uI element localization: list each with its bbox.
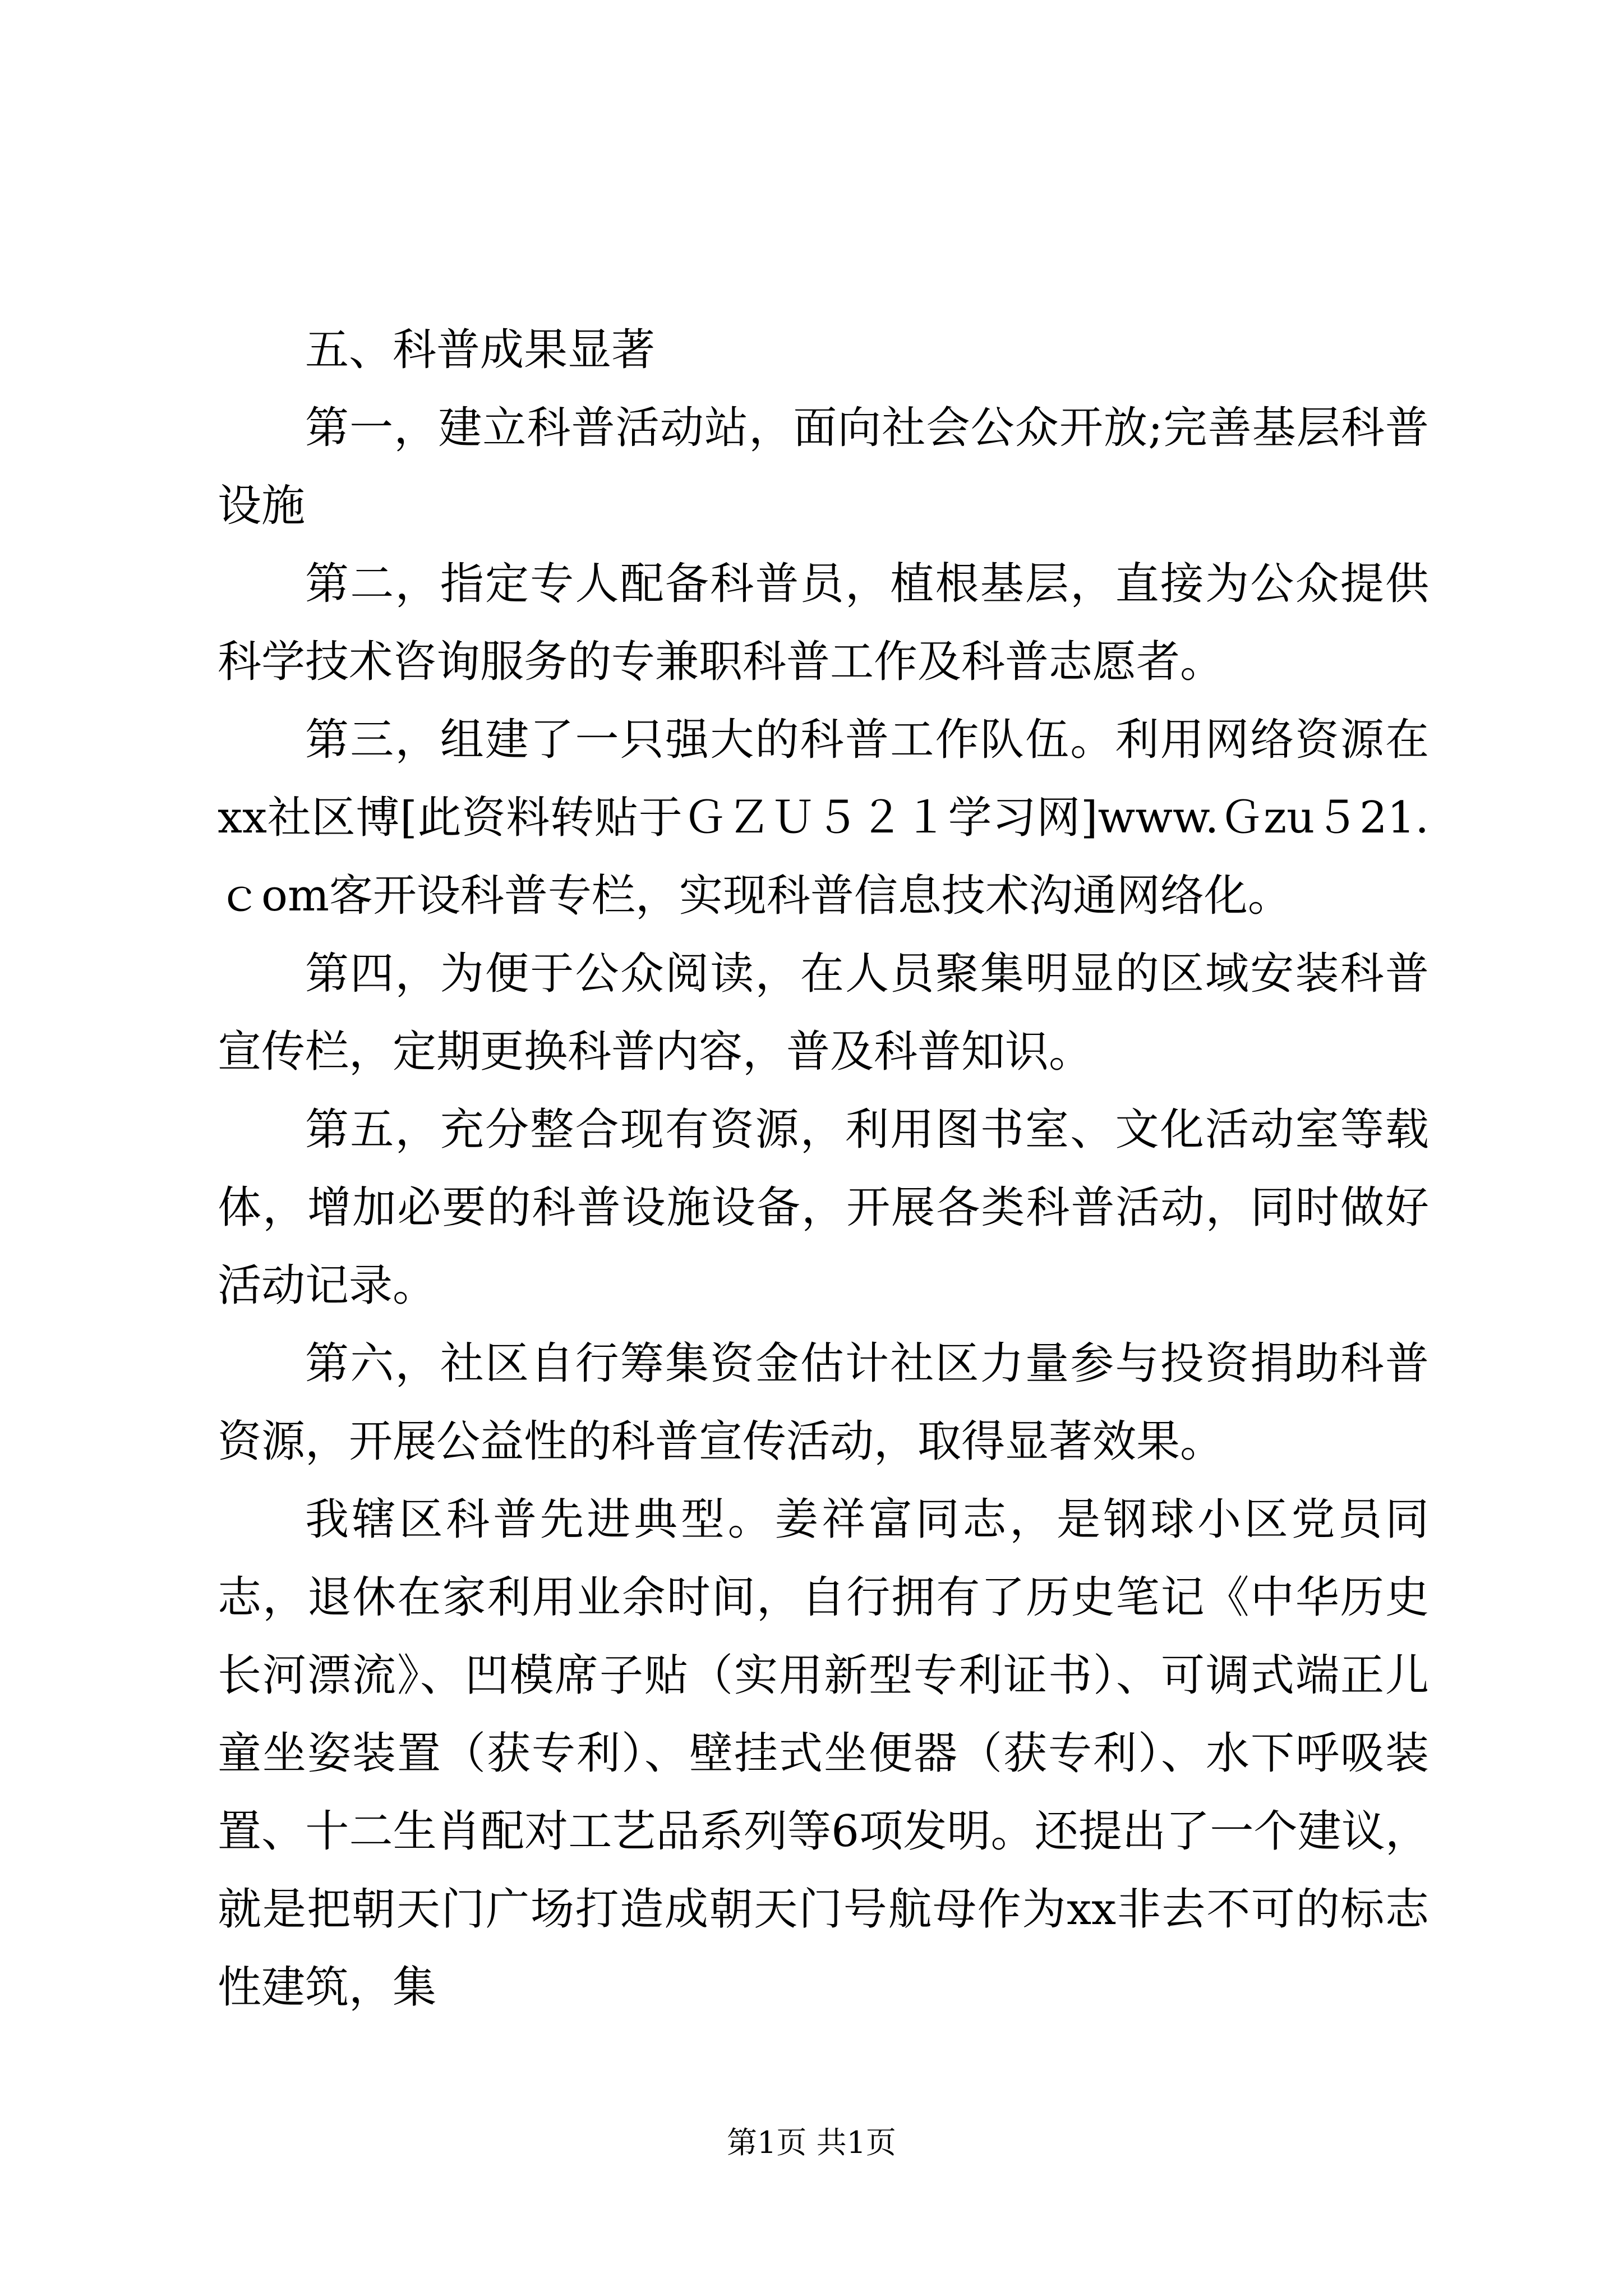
paragraph-6: 第六，社区自行筹集资金估计社区力量参与投资捐助科普资源，开展公益性的科普宣传活动，取得显著效果。: [218, 1338, 1429, 1467]
paragraph-1: 第一，建立科普活动站，面向社会公众开放;完善基层科普设施: [218, 403, 1429, 531]
page-number-footer: 第1页 共1页: [727, 2125, 896, 2160]
paragraph-3: 第三，组建了一只强大的科普工作队伍。利用网络资源在xx社区博[此资料转贴于ＧＺＵ５２１学习网]www.Ｇzu５21.ｃom客开设科普专栏，实现科普信息技术沟通网络化。: [218, 715, 1429, 921]
paragraph-5: 第五，充分整合现有资源，利用图书室、文化活动室等载体，增加必要的科普设施设备，开展各类科普活动，同时做好活动记录。: [218, 1105, 1429, 1311]
section-heading: 五、科普成果显著: [305, 325, 656, 375]
paragraph-4: 第四，为便于公众阅读，在人员聚集明显的区域安装科普宣传栏，定期更换科普内容，普及科普知识。: [218, 949, 1429, 1077]
document-body: [218, 311, 1429, 2027]
paragraph-2: 第二，指定专人配备科普员，植根基层，直接为公众提供科学技术咨询服务的专兼职科普工作及科普志愿者。: [218, 559, 1429, 687]
paragraph-7: 我辖区科普先进典型。姜祥富同志，是钢球小区党员同志，退休在家利用业余时间，自行拥有了历史笔记《中华历史长河漂流》、凹模席子贴（实用新型专利证书）、可调式端正儿童坐姿装置（获专利）、壁挂式坐便器（获专利）、水下呼吸装置、十二生肖配对工艺品系列等6项发明。还提出了一个建议，就是把朝天门广场打造成朝天门号航母作为xx非去不可的标志性建筑，集: [218, 1494, 1429, 2013]
